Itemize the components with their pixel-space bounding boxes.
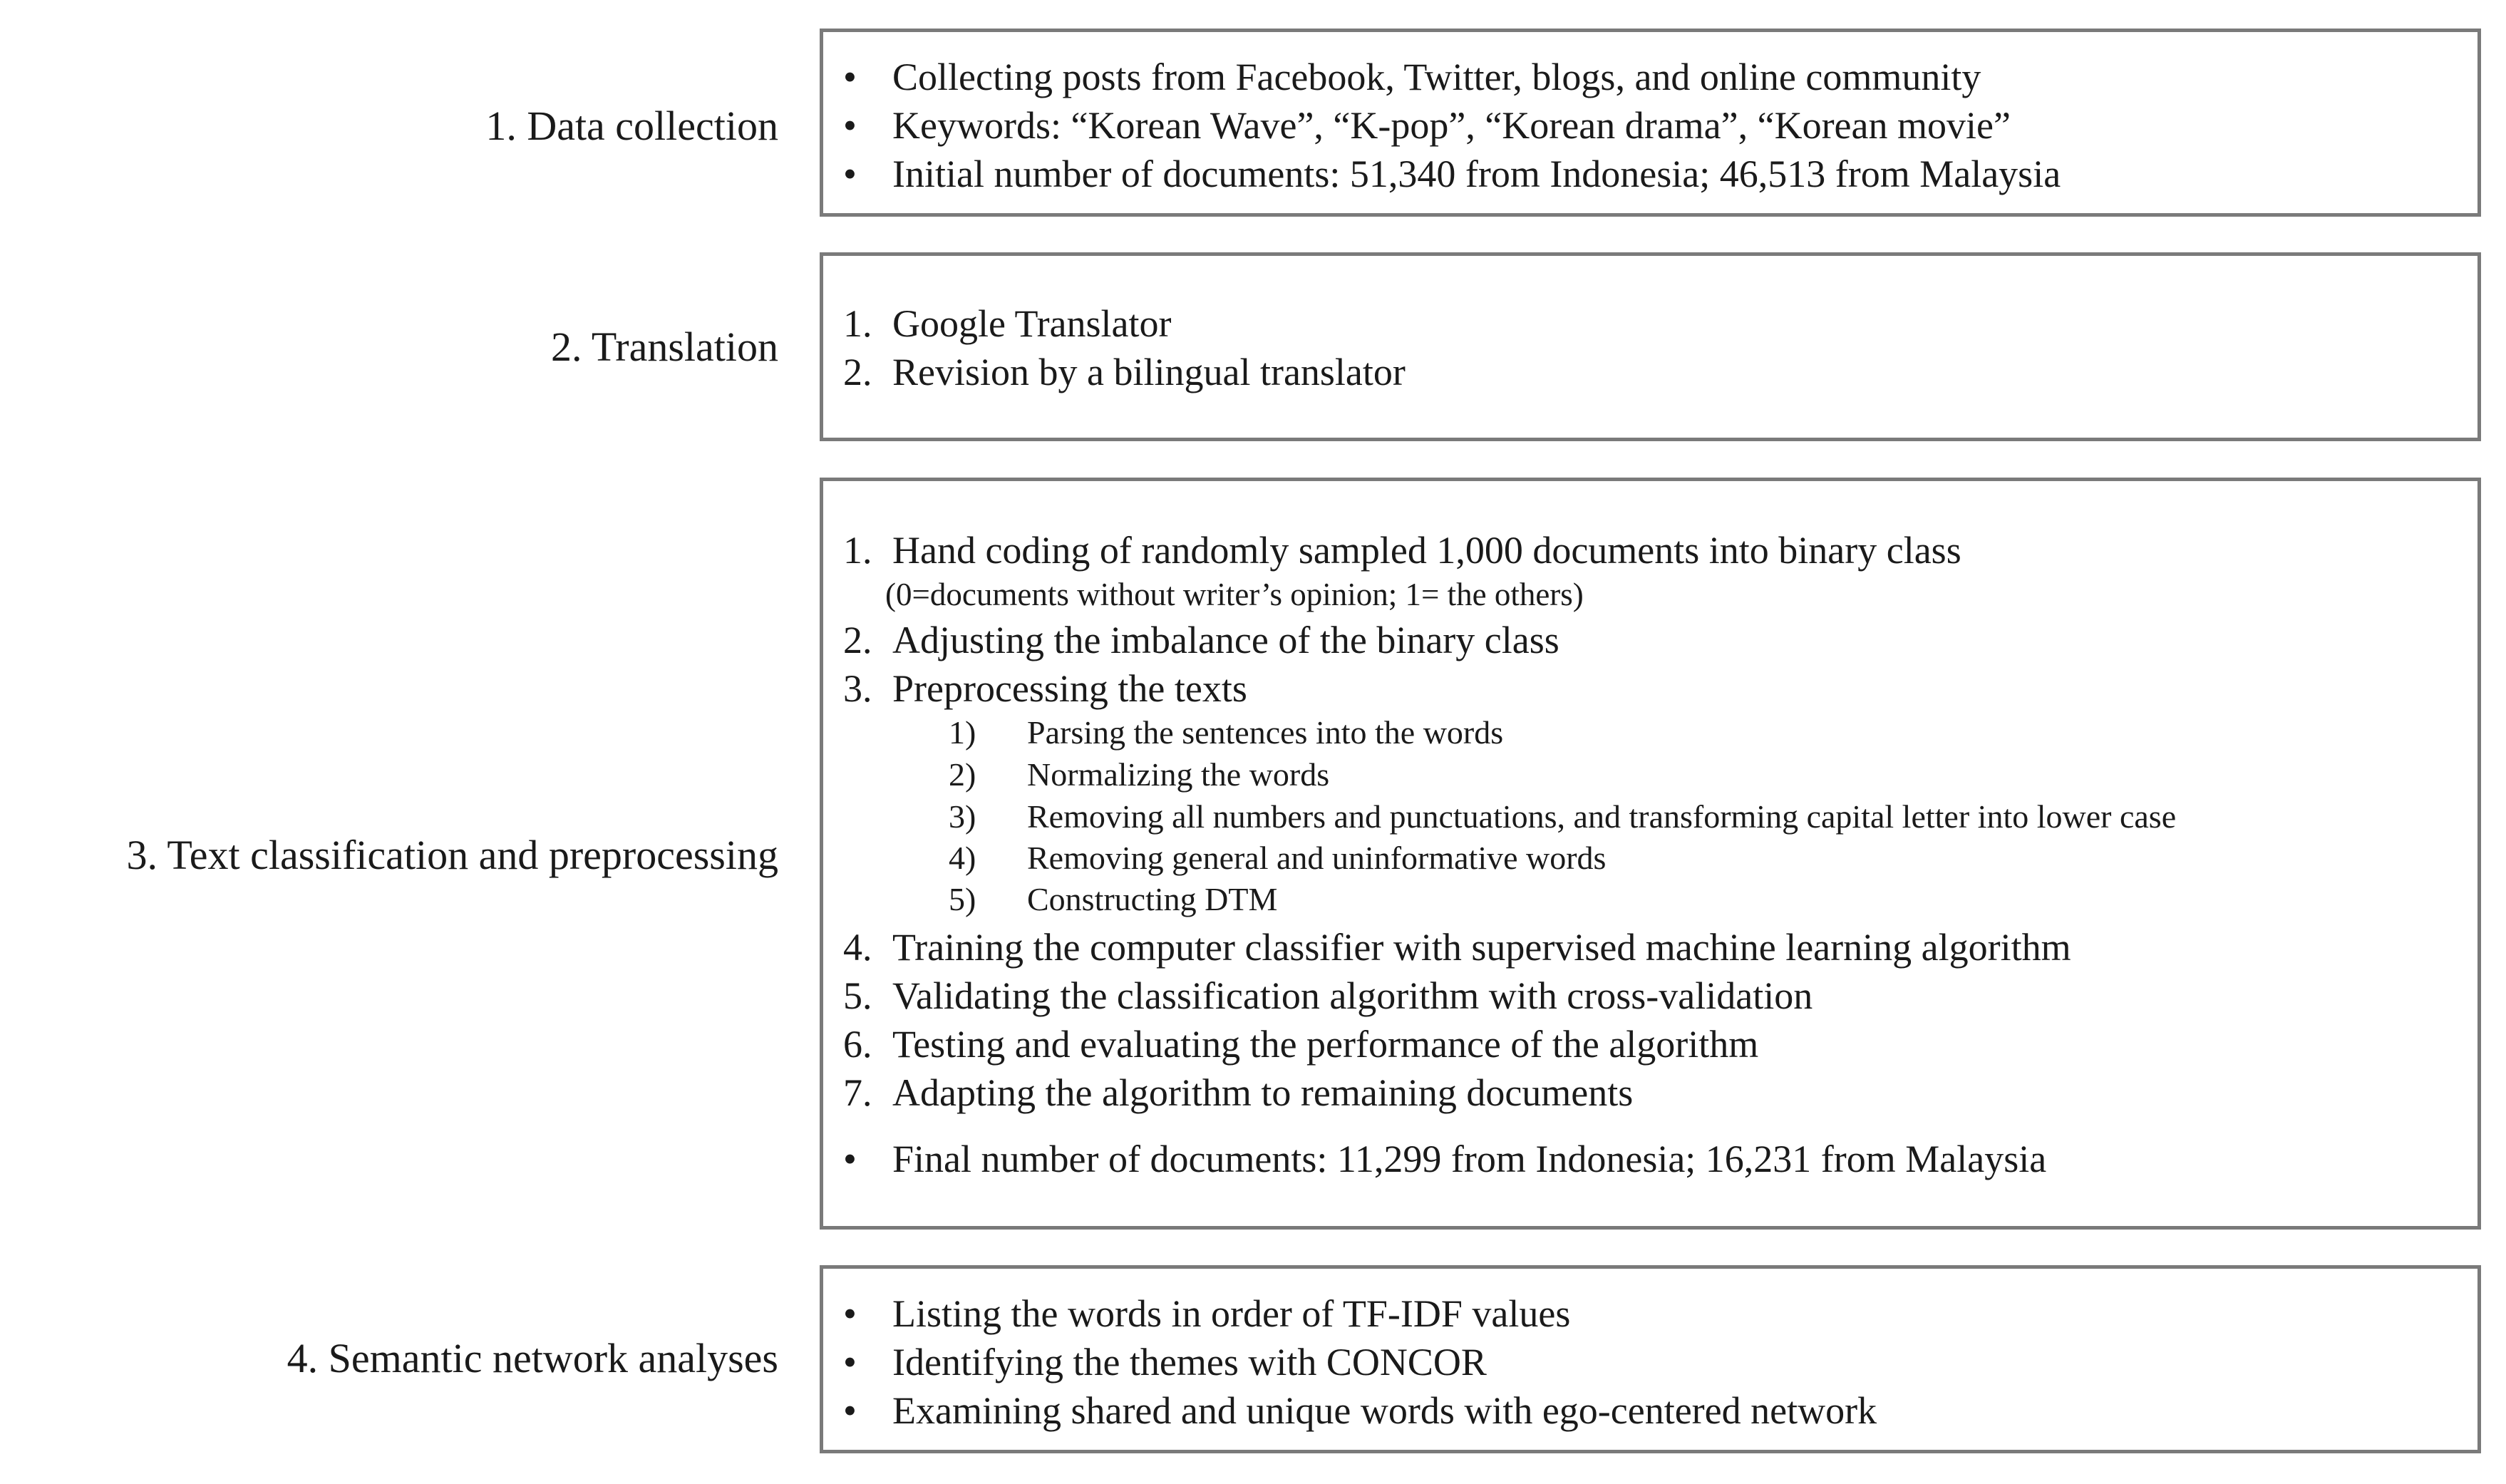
item-text: Testing and evaluating the performance of the algorithm <box>892 1023 1759 1066</box>
bullet-marker: • <box>843 1389 857 1432</box>
item-text: Initial number of documents: 51,340 from Indonesia; 46,513 from Malaysia <box>892 153 2061 195</box>
stage-1-box <box>820 29 2481 217</box>
sub-item-text: Constructing DTM <box>1027 881 1278 917</box>
stage-2-label: 2. Translation <box>550 324 778 370</box>
sub-item-text: Removing general and uninformative words <box>1027 840 1607 876</box>
item-text: Adapting the algorithm to remaining documents <box>892 1071 1634 1114</box>
item-text: Validating the classification algorithm with cross-validation <box>892 974 1813 1017</box>
stage-2-box <box>820 252 2481 441</box>
item-text: Adjusting the imbalance of the binary class <box>892 619 1559 661</box>
bullet-marker: • <box>843 104 857 147</box>
stage-4-box <box>820 1265 2481 1453</box>
sub-item-number: 5) <box>949 881 976 917</box>
item-text: Keywords: “Korean Wave”, “K-pop”, “Korean drama”, “Korean movie” <box>892 104 2011 147</box>
sub-item-number: 1) <box>949 714 976 751</box>
sub-item-text: Parsing the sentences into the words <box>1027 714 1504 751</box>
item-number: 2. <box>843 351 872 393</box>
sub-item-text: Removing all numbers and punctuations, and transforming capital letter into lower case <box>1027 798 2177 835</box>
item-text: Collecting posts from Facebook, Twitter, blogs, and online community <box>892 56 1981 98</box>
stage-4-label: 4. Semantic network analyses <box>287 1335 778 1381</box>
item-number: 2. <box>843 619 872 661</box>
item-text: Final number of documents: 11,299 from Indonesia; 16,231 from Malaysia <box>892 1138 2047 1180</box>
item-number: 1. <box>843 302 872 345</box>
sub-item-number: 3) <box>949 798 976 835</box>
item-text: Examining shared and unique words with ego-centered network <box>892 1389 1877 1432</box>
bullet-marker: • <box>843 56 857 98</box>
item-text: Listing the words in order of TF-IDF values <box>892 1292 1571 1335</box>
item-text: Revision by a bilingual translator <box>892 351 1406 393</box>
bullet-marker: • <box>843 153 857 195</box>
item-number: 3. <box>843 667 872 710</box>
sub-item-number: 4) <box>949 840 976 876</box>
item-text: Training the computer classifier with supervised machine learning algorithm <box>892 926 2071 969</box>
bullet-marker: • <box>843 1341 857 1383</box>
sub-item-text: Normalizing the words <box>1027 756 1330 793</box>
item-number: 6. <box>843 1023 872 1066</box>
item-number: 4. <box>843 926 872 969</box>
item-note-text: (0=documents without writer’s opinion; 1= the others) <box>885 577 1584 612</box>
item-text: Identifying the themes with CONCOR <box>892 1341 1487 1383</box>
item-number: 1. <box>843 529 872 572</box>
sub-item-number: 2) <box>949 756 976 793</box>
item-text: Preprocessing the texts <box>892 667 1247 710</box>
item-text: Hand coding of randomly sampled 1,000 documents into binary class <box>892 529 1961 572</box>
bullet-marker: • <box>843 1292 857 1335</box>
stage-1-label: 1. Data collection <box>485 103 778 149</box>
item-number: 5. <box>843 974 872 1017</box>
stage-3-box <box>820 478 2481 1230</box>
bullet-marker: • <box>843 1138 857 1180</box>
item-text: Google Translator <box>892 302 1172 345</box>
stage-3-label: 3. Text classification and preprocessing <box>126 832 778 878</box>
item-number: 7. <box>843 1071 872 1114</box>
